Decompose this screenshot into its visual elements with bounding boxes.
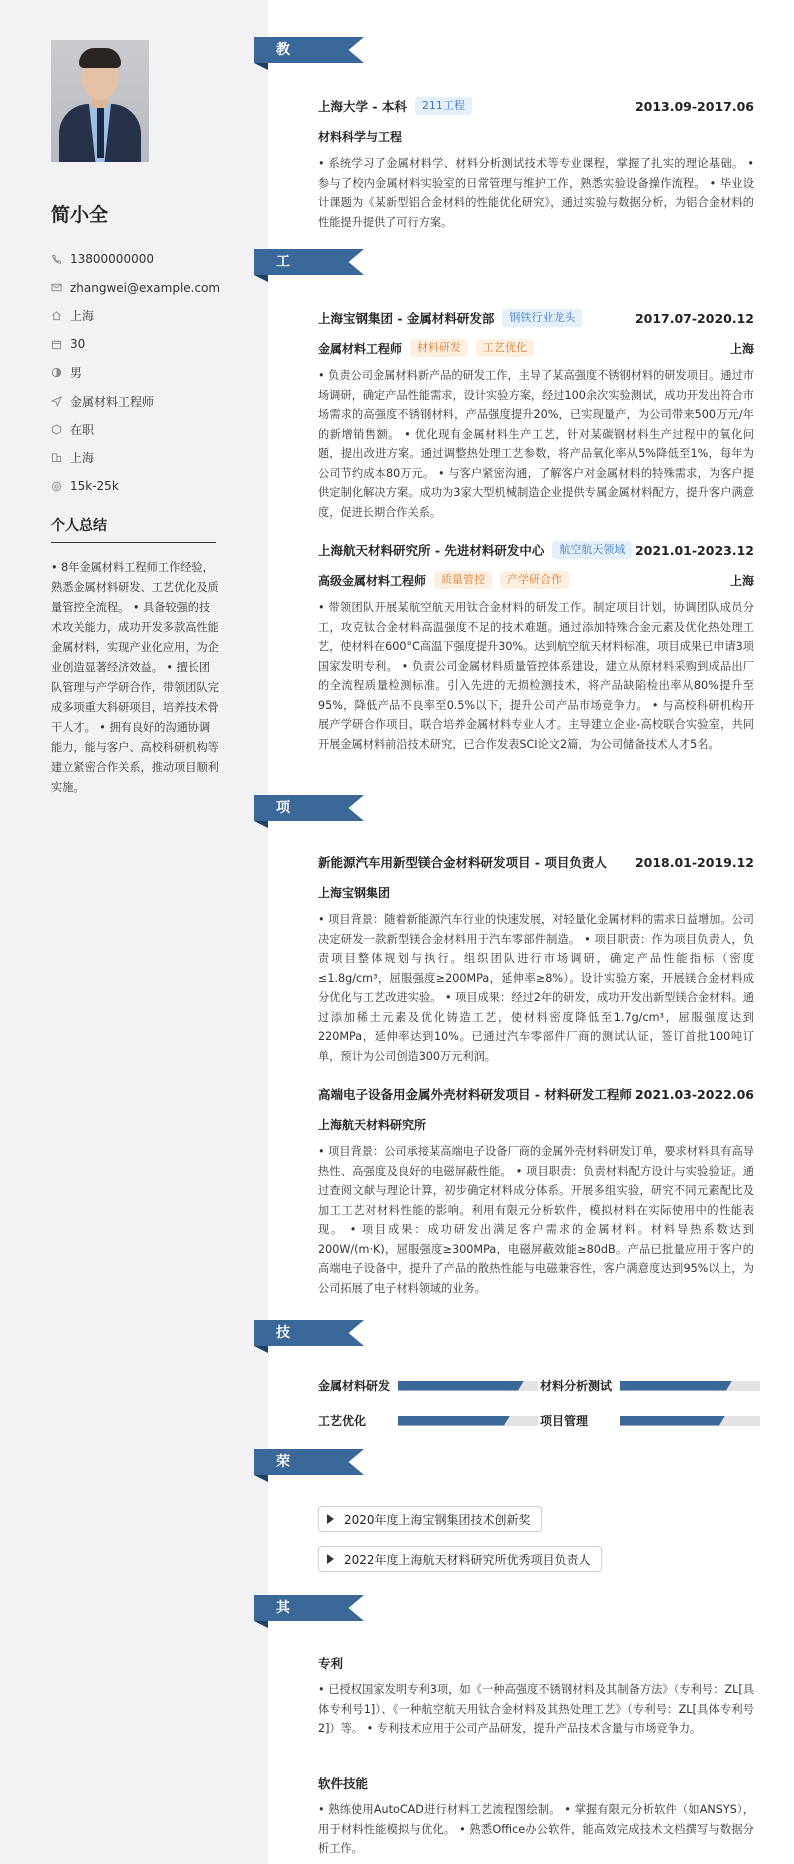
summary-divider [51, 542, 216, 543]
project-date: 2018.01-2019.12 [634, 854, 754, 870]
project-entry [318, 852, 754, 1066]
education-desc: • 系统学习了金属材料学、材料分析测试技术等专业课程，掌握了扎实的理论基础。 • 参与了校内金属材料实验室的日常管理与维护工作，熟悉实验设备操作流程。 • 毕业设计课题为《某新型铝合金材料的性能优化研究》，通过实验与数据分析，为铝合金材料的性能提升提供了可行方案。 [318, 157, 754, 229]
major: 材料科学与工程 [318, 129, 403, 144]
skill-tag: 材料研发 [410, 339, 468, 357]
location-row [51, 302, 241, 330]
section-title: 技能专长 [276, 1325, 290, 1419]
skill-item [318, 1377, 538, 1394]
work-date: 2017.07-2020.12 [634, 310, 754, 326]
age-text: 30 [70, 337, 86, 352]
other-title: 软件技能 [318, 1776, 369, 1791]
other-desc: • 熟练使用AutoCAD进行材料工艺流程图绘制。 • 掌握有限元分析软件（如ANSYS），用于材料性能模拟与优化。 • 熟悉Office办公软件，能高效完成技术文档撰写与数据分析工作。 [318, 1803, 754, 1855]
skill-tag: 工艺优化 [476, 339, 534, 357]
location-text: 上海 [70, 309, 95, 324]
section-title: 教育经历 [276, 42, 290, 136]
sidebar [0, 0, 268, 1864]
work-desc: • 带领团队开展某航空航天用钛合金材料的研发工作。制定项目计划，协调团队成员分工，攻克钛合金材料高温强度不足的技术难题。通过添加特殊合金元素及优化热处理工艺，使材料在600°C高温下强度提升30%。达到航空航天材料标准，项目成果已申请3项国家发明专利。 • 负责公司金属材料质量管控体系建设，建立从原材料采购到成品出厂的全流程质量检测标准。引入先进的无损检测技术，将产品缺陷检出率从80%提升至95%，降低产品不良率至0.5%以下，提升公司产品市场竞争力。 • 与高校科研机构开展产学研合作项目，联合培养金属材料专业人才。主导建立企业-高校联合实验室，共同开展金属材料前沿技术研究，已合作发表SCI论文2篇，为公司储备技术人才5名。 [318, 601, 754, 751]
candidate-name: 简小全 [51, 204, 109, 226]
section-title: 工作经历 [276, 254, 290, 348]
school-name: 上海大学 - 本科 [318, 99, 407, 114]
skill-bar [620, 1381, 760, 1391]
building-icon [51, 452, 62, 463]
skill-fill [620, 1381, 732, 1391]
award-text: 2022年度上海航天材料研究所优秀项目负责人 [344, 1552, 591, 1567]
education-entry [318, 96, 754, 232]
mail-icon [51, 282, 62, 293]
salary-row [51, 472, 241, 500]
company-tag: 钢铁行业龙头 [502, 309, 582, 327]
city-row [51, 444, 241, 472]
phone-icon [51, 254, 62, 265]
skill-item [540, 1412, 760, 1429]
skill-bar [398, 1416, 538, 1426]
avatar [51, 40, 149, 162]
other-entry [318, 1654, 754, 1739]
project-org: 上海航天材料研究所 [318, 1117, 427, 1132]
skill-fill [398, 1381, 524, 1391]
project-desc: • 项目背景：公司承接某高端电子设备厂商的金属外壳材料研发订单，要求材料具有高导热性、高强度及良好的电磁屏蔽性能。 • 项目职责：负责材料配方设计与实验验证。通过查阅文献与理论计算，初步确定材料成分体系。开展多组实验，研究不同元素配比及加工工艺对材料性能的影响。利用有限元分析软件，模拟材料在实际使用中的性能表现。 • 项目成果：成功研发出满足客户需求的金属材料。材料导热系数达到200W/(m·K)，屈服强度≥300MPa，电磁屏蔽效能≥80dB。产品已批量应用于客户的高端电子设备中，提升了产品的散热性能与电磁兼容性，客户满意度达到95%以上，为公司拓展了电子材料领域的业务。 [318, 1145, 754, 1295]
play-icon [327, 1554, 334, 1564]
gender-icon [51, 367, 62, 378]
main-content [268, 0, 794, 1864]
project-date: 2021.03-2022.06 [634, 1086, 754, 1102]
award-item [318, 1506, 542, 1532]
status-text: 在职 [70, 423, 95, 438]
skill-fill [398, 1416, 510, 1426]
skill-name: 材料分析测试 [540, 1379, 613, 1393]
status-row [51, 415, 241, 443]
calendar-icon [51, 339, 62, 350]
skill-name: 金属材料研发 [318, 1379, 391, 1393]
award-text: 2020年度上海宝钢集团技术创新奖 [344, 1512, 531, 1527]
skill-name: 工艺优化 [318, 1414, 367, 1428]
summary-title: 个人总结 [51, 518, 107, 534]
city-text: 上海 [70, 451, 95, 466]
work-desc: • 负责公司金属材料新产品的研发工作，主导了某高强度不锈钢材料的研发项目。通过市场调研，确定产品性能需求，设计实验方案，经过100余次实验测试，成功开发出符合市场需求的高强度不锈钢材料，产品强度提升20%，已实现量产，为公司带来500万元/年的新增销售额。 • 优化现有金属材料生产工艺，针对某碳钢材料生产过程中的氧化问题，提出改进方案。通过调整热处理工艺参数，将产品氧化率从5%降低至1%，每年为公司节约成本80万元。 • 与客户紧密沟通，了解客户对金属材料的特殊需求，为客户提供定制化解决方案。成功为3家大型机械制造企业提供专属金属材料配方，提升客户满意度，促进长期合作关系。 [318, 369, 754, 519]
work-location: 上海 [729, 573, 754, 588]
project-entry [318, 1084, 754, 1298]
salary-icon [51, 481, 62, 492]
section-title: 荣誉奖项 [276, 1454, 290, 1548]
job-title: 金属材料工程师 [318, 341, 403, 356]
play-icon [327, 1514, 334, 1524]
award-item [318, 1546, 602, 1572]
summary-text: • 8年金属材料工程师工作经验，熟悉金属材料研发、工艺优化及质量管控全流程。 • 具备较强的技术攻关能力，成功开发多款高性能金属材料，实现产业化应用，为企业创造显著经济效益。 • 擅长团队管理与产学研合作，带领团队完成多项重大科研项目，培养技术骨干人才。 • 拥有良好的沟通协调能力，能与客户、高校科研机构等建立紧密合作关系，推动项目顺利实施。 [51, 561, 219, 794]
work-entry [318, 308, 754, 522]
skill-bar [620, 1416, 760, 1426]
position-text: 金属材料工程师 [70, 394, 155, 409]
company-tag: 航空航天领域 [552, 541, 632, 559]
job-title: 高级金属材料工程师 [318, 573, 427, 588]
contact-info [51, 245, 241, 501]
work-entry [318, 540, 754, 754]
email-row [51, 273, 241, 301]
other-title: 专利 [318, 1656, 344, 1671]
status-icon [51, 424, 62, 435]
age-row [51, 330, 241, 358]
section-title: 其他信息 [276, 1600, 290, 1694]
send-icon [51, 396, 62, 407]
skill-bar [398, 1381, 538, 1391]
project-name: 高端电子设备用金属外壳材料研发项目 - 材料研发工程师 [318, 1087, 632, 1102]
project-org: 上海宝钢集团 [318, 885, 391, 900]
project-desc: • 项目背景：随着新能源汽车行业的快速发展，对轻量化金属材料的需求日益增加。公司决定研发一款新型镁合金材料用于汽车零部件制造。 • 项目职责：作为项目负责人，负责项目整体规划与执行。组织团队进行市场调研，确定产品性能指标（密度≤1.8g/cm³，屈服强度≥200MPa，延伸率≥8%）。设计实验方案，开展镁合金材料成分优化与工艺改进实验。 • 项目成果：经过2年的研发，成功开发出新型镁合金材料。通过添加稀土元素及优化铸造工艺，使材料密度降低至1.7g/cm³，屈服强度达到220MPa，延伸率达到10%。已通过汽车零部件厂商的测试认证，签订首批100吨订单，预计为公司创造300万元利润。 [318, 913, 754, 1063]
project-name: 新能源汽车用新型镁合金材料研发项目 - 项目负责人 [318, 855, 607, 870]
salary-text: 15k-25k [70, 479, 119, 494]
other-entry [318, 1774, 754, 1859]
other-desc: • 已授权国家发明专利3项，如《一种高强度不锈钢材料及其制备方法》（专利号：ZL[具体专利号1]）、《一种航空航天用钛合金材料及其热处理工艺》（专利号：ZL[具体专利号2]）等。 • 专利技术应用于公司产品研发，提升产品技术含量与市场竞争力。 [318, 1683, 754, 1735]
company-name: 上海宝钢集团 - 金属材料研发部 [318, 311, 495, 326]
work-date: 2021.01-2023.12 [634, 542, 754, 558]
section-title: 项目经历 [276, 800, 290, 894]
skill-tag: 产学研合作 [500, 571, 569, 589]
position-row [51, 387, 241, 415]
work-location: 上海 [729, 341, 754, 356]
skill-item [540, 1377, 760, 1394]
phone-row [51, 245, 241, 273]
skill-item [318, 1412, 538, 1429]
school-tag: 211工程 [415, 97, 472, 115]
gender-text: 男 [70, 366, 83, 381]
skill-name: 项目管理 [540, 1414, 589, 1428]
skill-tag: 质量管控 [434, 571, 492, 589]
phone-text: 13800000000 [70, 252, 154, 267]
skill-fill [620, 1416, 725, 1426]
home-icon [51, 310, 62, 321]
gender-row [51, 359, 241, 387]
email-text: zhangwei@example.com [70, 280, 221, 295]
company-name: 上海航天材料研究所 - 先进材料研发中心 [318, 543, 545, 558]
education-date: 2013.09-2017.06 [634, 98, 754, 114]
